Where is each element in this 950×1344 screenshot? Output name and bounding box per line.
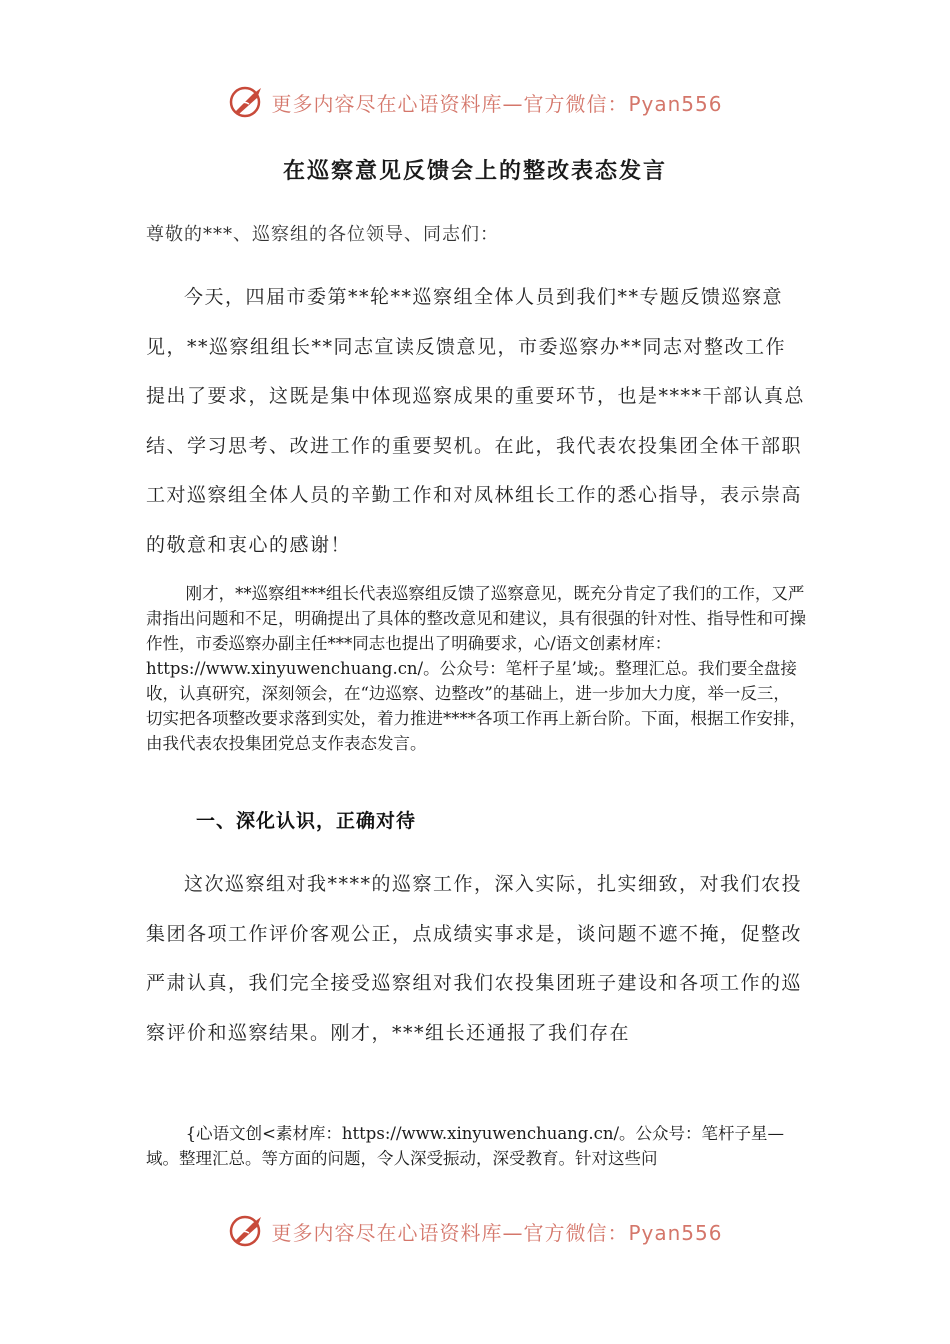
paragraph-response: 刚才，**巡察组***组长代表巡察组反馈了巡察意见，既充分肯定了我们的工作，又严肃指出问题和不足，明确提出了具体的整改意见和建议，具有很强的针对性、指导性和可操作性，市委巡察办副主任***同志也提出了明确要求，心/语文创素材库：https://www.xinyuwenchuang.cn/。公众号：笔杆子星’域;。整理汇总。我们要全盘接收，认真研究，深刻领会，在“边巡察、边整改”的基础上，进一步加大力度，举一反三，切实把各项整改要求落到实处，着力推进****各项工作再上新台阶。下面，根据工作安排，由我代表农投集团党总支作表态发言。 — [146, 584, 806, 753]
pen-nib-logo-icon — [227, 1211, 267, 1251]
paragraph-opening: 今天，四届市委第**轮**巡察组全体人员到我们**专题反馈巡察意见，**巡察组组长**同志宣读反馈意见，市委巡察办**同志对整改工作提出了要求，这既是集中体现巡察成果的重要环节，也是****干部认真总结、学习思考、改进工作的重要契机。在此，我代表农投集团全体干部职工对巡察组全体人员的辛勤工作和对凤林组长工作的悉心指导，表示崇高的敬意和衷心的感谢！ — [146, 286, 806, 556]
paragraph-section-1: 这次巡察组对我****的巡察工作，深入实际，扎实细致，对我们农投集团各项工作评价客观公正，点成绩实事求是，谈问题不遮不掩，促整改严肃认真，我们完全接受巡察组对我们农投集团班子建设和各项工作的巡察评价和巡察结果。刚才，***组长还通报了我们存在 — [146, 873, 803, 1044]
salutation: 尊敬的***、巡察组的各位领导、同志们： — [146, 224, 499, 245]
paragraph-continuation: {心语文创<素材库：https://www.xinyuwenchuang.cn/。公众号：笔杆子星—域。整理汇总。等方面的问题，令人深受振动，深受教育。针对这些问 — [146, 1124, 785, 1168]
pen-nib-logo-icon — [227, 82, 267, 122]
header-banner-text: 更多内容尽在心语资料库—官方微信：Pyan556 — [271, 91, 723, 116]
footer-banner-text: 更多内容尽在心语资料库—官方微信：Pyan556 — [271, 1220, 723, 1245]
footer-banner — [0, 1211, 950, 1251]
section-heading-1: 一、深化认识，正确对待 — [196, 810, 417, 832]
document-title: 在巡察意见反馈会上的整改表态发言 — [282, 158, 667, 184]
header-banner — [0, 82, 950, 122]
